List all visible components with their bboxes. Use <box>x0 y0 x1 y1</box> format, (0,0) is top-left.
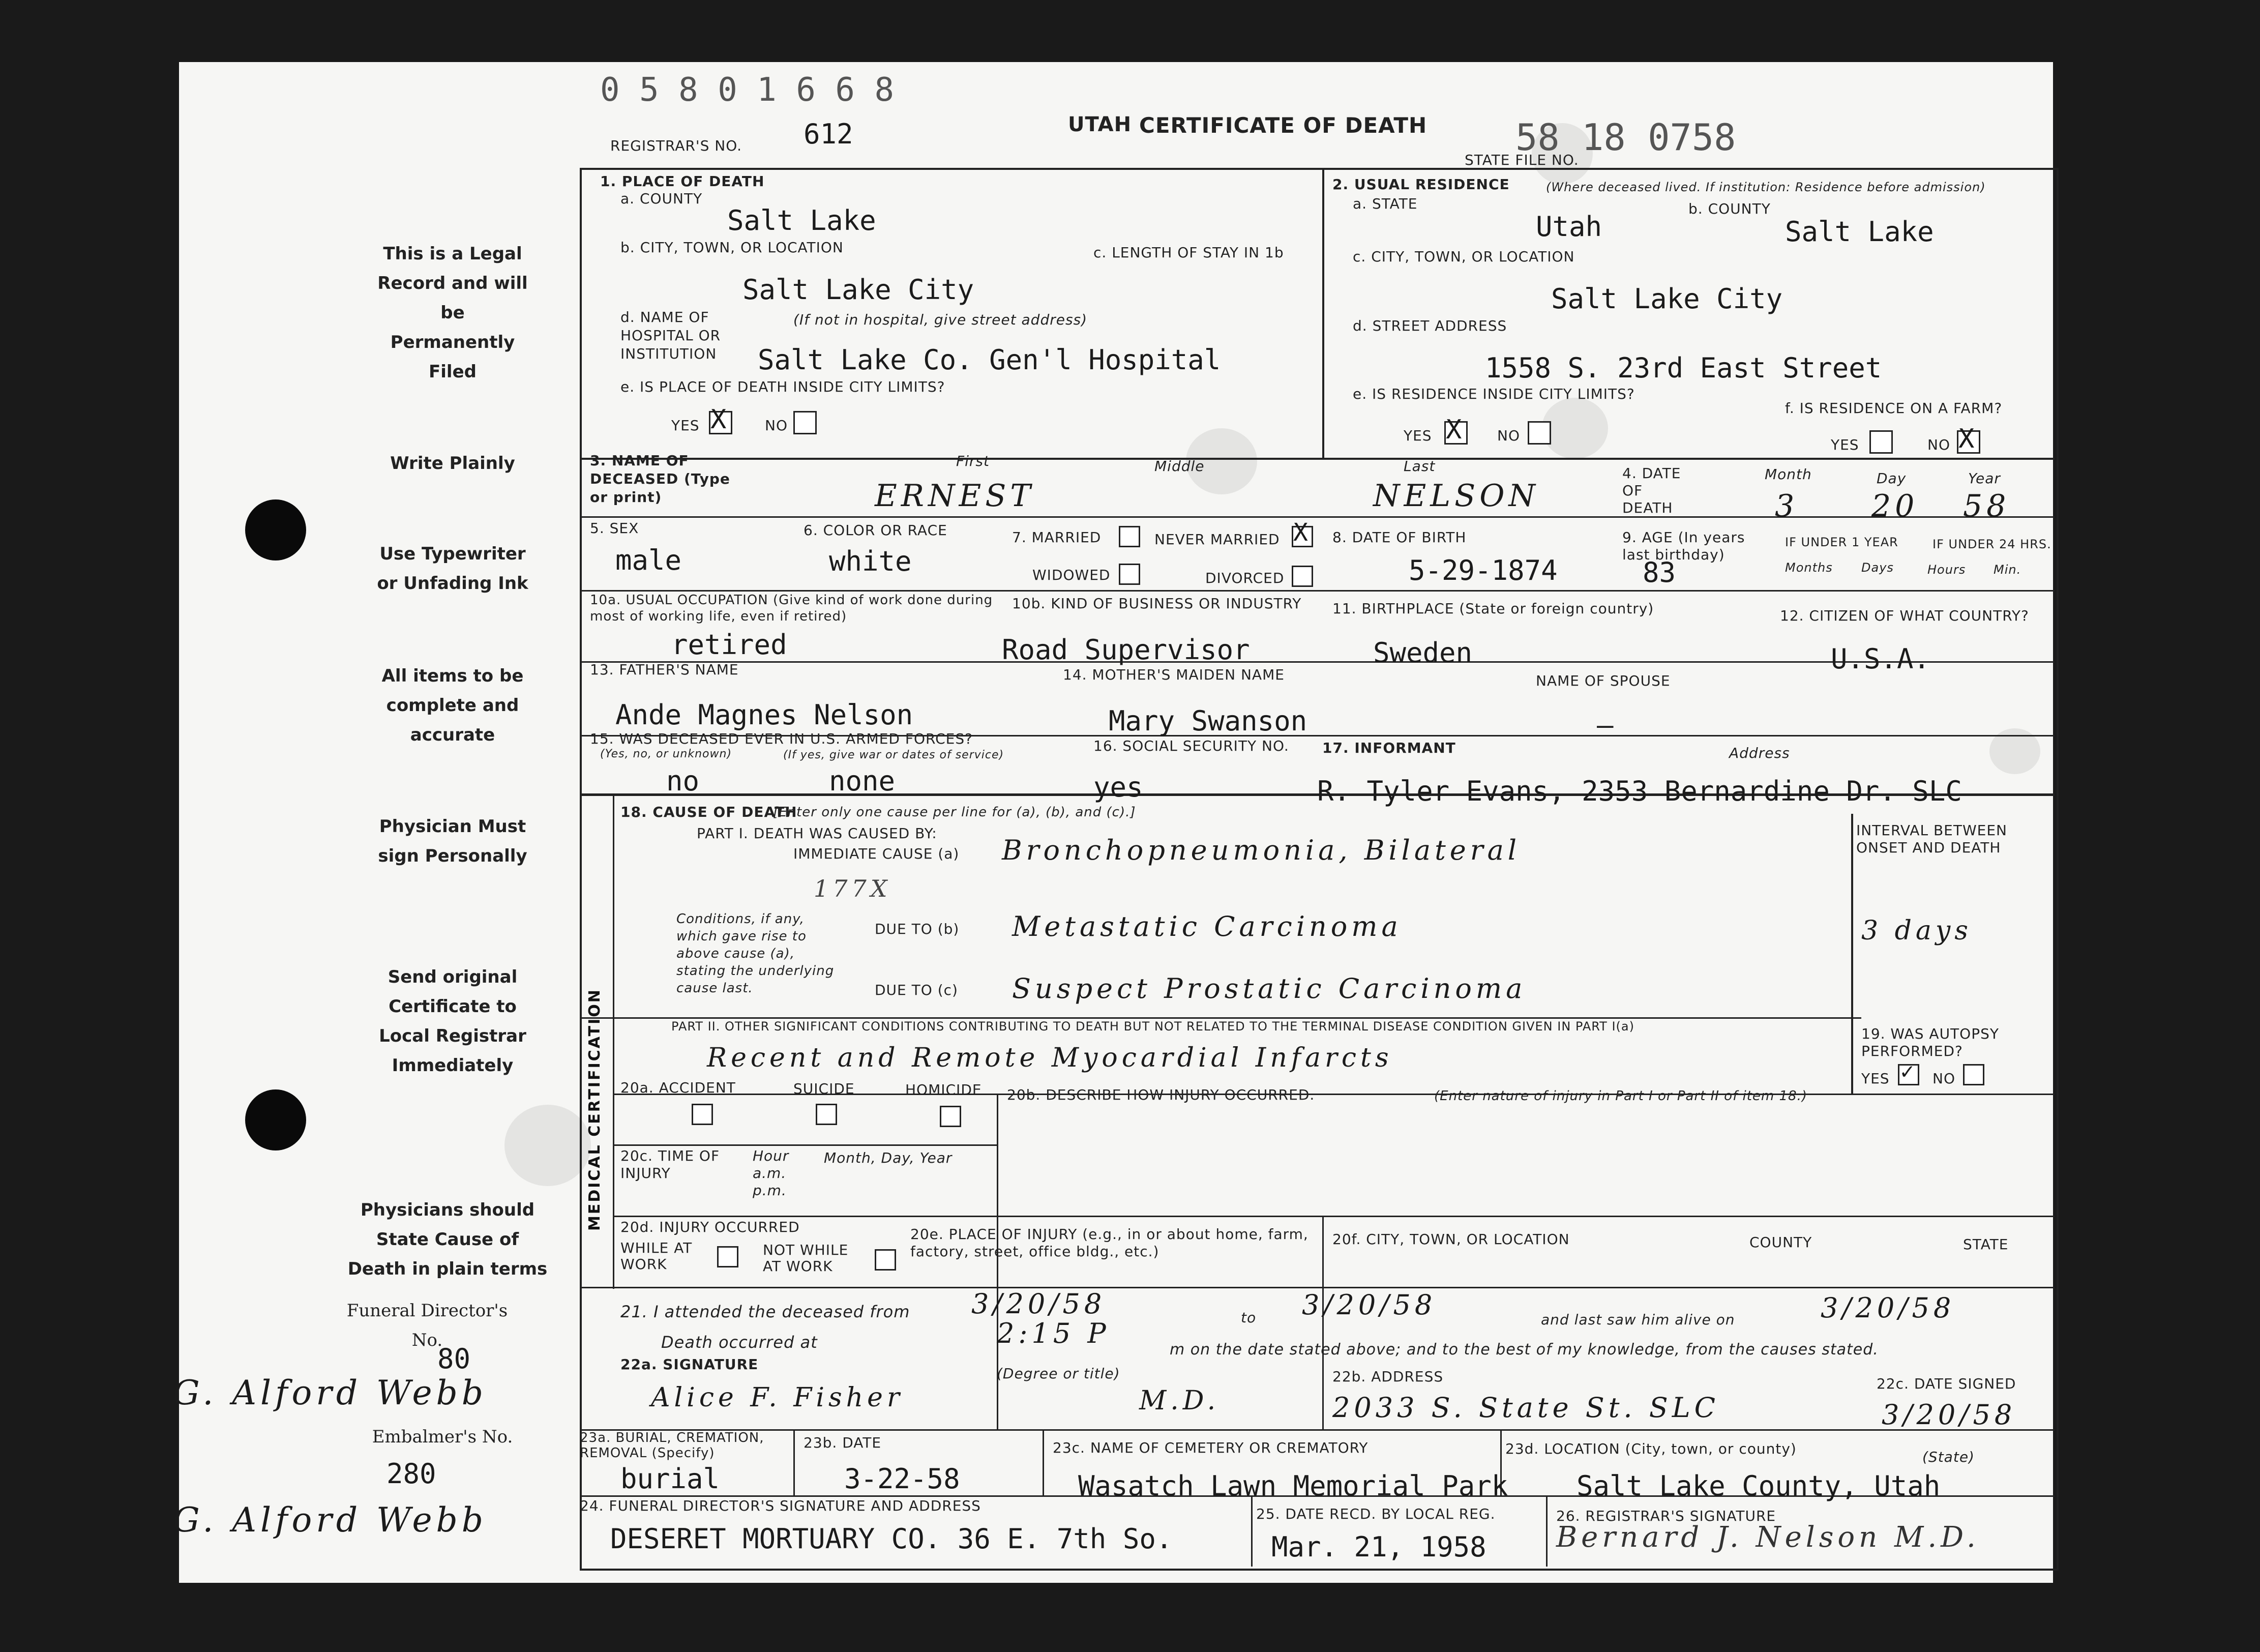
not-at-work-checkbox[interactable] <box>875 1249 896 1271</box>
pod-inside-limits-label: e. IS PLACE OF DEATH INSIDE CITY LIMITS? <box>620 378 945 395</box>
note-typewriter: Use Typewriter or Unfading Ink <box>377 544 528 594</box>
forces: no <box>666 765 700 797</box>
death-month: 3 <box>1775 488 1799 524</box>
note-legal-record: This is a Legal Record and will be Permanently Filed <box>377 244 528 382</box>
res-county: Salt Lake <box>1785 216 1934 248</box>
residence-hint: (Where deceased lived. If institution: Residence before admission) <box>1546 180 1986 194</box>
autopsy-no-checkbox[interactable] <box>1963 1064 1984 1085</box>
res-state-label: a. STATE <box>1353 195 1418 212</box>
pod-county-label: a. COUNTY <box>620 190 703 207</box>
res-inside-no-checkbox[interactable] <box>1528 421 1551 445</box>
pod-hospital: Salt Lake Co. Gen'l Hospital <box>758 344 1221 376</box>
death-year: 58 <box>1963 488 2010 524</box>
while-at-work-checkbox[interactable] <box>717 1246 738 1267</box>
occupation: retired <box>671 629 787 661</box>
note-send-original: Send original Certificate to Local Registrar Immediately <box>379 967 526 1076</box>
res-inside-label: e. IS RESIDENCE INSIDE CITY LIMITS? <box>1353 386 1635 402</box>
war: none <box>829 765 896 797</box>
last-saw-alive: 3/20/58 <box>1821 1292 1955 1324</box>
mother-name: Mary Swanson <box>1109 705 1307 737</box>
autopsy-yes-checkbox[interactable]: ✓ <box>1898 1064 1919 1085</box>
birthplace: Sweden <box>1373 637 1473 669</box>
dob: 5-29-1874 <box>1409 554 1558 586</box>
medical-certification-label: MEDICAL CERTIFICATION <box>586 988 604 1231</box>
ssn: yes <box>1093 771 1143 803</box>
pod-hospital-hint: (If not in hospital, give street address) <box>793 311 1088 328</box>
res-street: 1558 S. 23rd East Street <box>1485 352 1882 384</box>
business-label: 10b. KIND OF BUSINESS OR INDUSTRY <box>1012 595 1302 612</box>
race-label: 6. COLOR OR RACE <box>804 522 947 539</box>
accident-checkbox[interactable] <box>692 1104 713 1125</box>
age: 83 <box>1643 556 1676 588</box>
spouse-label: NAME OF SPOUSE <box>1536 672 1671 689</box>
pod-inside-yes-checkbox[interactable]: X <box>709 411 732 434</box>
registrar-no: 612 <box>804 118 853 150</box>
physician-address: 2033 S. State St. SLC <box>1332 1392 1719 1424</box>
widowed-checkbox[interactable] <box>1119 564 1140 585</box>
cemetery: Wasatch Lawn Memorial Park <box>1078 1470 1508 1502</box>
name-label: 3. NAME OF DECEASED (Type or print) <box>590 452 730 506</box>
informant-label: 17. INFORMANT <box>1322 740 1456 756</box>
date-signed: 3/20/58 <box>1882 1399 2016 1431</box>
interval: 3 days <box>1861 916 1972 946</box>
occupation-label: 10a. USUAL OCCUPATION (Give kind of work done during most of working life, even if retired) <box>590 593 993 624</box>
cause-code: 177X <box>814 875 891 902</box>
embalmer-label: Embalmer's No. <box>372 1427 513 1447</box>
citizen-label: 12. CITIZEN OF WHAT COUNTRY? <box>1780 607 2029 624</box>
father-name: Ande Magnes Nelson <box>615 699 913 731</box>
ssn-label: 16. SOCIAL SECURITY NO. <box>1093 738 1289 754</box>
res-farm-label: f. IS RESIDENCE ON A FARM? <box>1785 400 2003 417</box>
informant: R. Tyler Evans, 2353 Bernardine Dr. SLC <box>1317 775 1962 807</box>
homicide-checkbox[interactable] <box>940 1106 961 1127</box>
dob-label: 8. DATE OF BIRTH <box>1332 529 1467 546</box>
pod-stay-label: c. LENGTH OF STAY IN 1b <box>1093 244 1284 261</box>
divorced-checkbox[interactable] <box>1292 566 1313 587</box>
res-farm-yes-checkbox[interactable] <box>1869 430 1893 454</box>
immediate-cause: Bronchopneumonia, Bilateral <box>1002 834 1521 866</box>
physician-degree: M.D. <box>1139 1385 1220 1416</box>
burial-type: burial <box>620 1463 720 1495</box>
father-label: 13. FATHER'S NAME <box>590 661 739 678</box>
due-to-c: Suspect Prostatic Carcinoma <box>1012 972 1527 1005</box>
pod-hospital-label: d. NAME OF HOSPITAL OR INSTITUTION <box>620 309 721 362</box>
note-state-cause: Physicians should State Cause of Death in plain terms <box>347 1200 548 1279</box>
funeral-director-signature: G. Alford Webb <box>173 1373 488 1412</box>
death-date-label: 4. DATE OF DEATH <box>1622 465 1681 516</box>
state-file-no-label: STATE FILE NO. <box>1465 152 1579 168</box>
attended-from: 3/20/58 <box>971 1288 1106 1320</box>
stamp-number: 0 5 8 0 1 6 6 8 <box>600 71 894 109</box>
race: white <box>829 545 912 577</box>
citizen: U.S.A. <box>1831 643 1930 675</box>
res-city-label: c. CITY, TOWN, OR LOCATION <box>1353 248 1575 265</box>
deceased-first-name: ERNEST <box>875 478 1035 514</box>
place-of-death-label: 1. PLACE OF DEATH <box>600 173 765 190</box>
business: Road Supervisor <box>1002 634 1250 666</box>
mother-label: 14. MOTHER'S MAIDEN NAME <box>1063 666 1285 683</box>
funeral-director-label: Funeral Director's No. <box>346 1301 508 1350</box>
pod-county: Salt Lake <box>727 204 876 237</box>
res-state: Utah <box>1536 211 1602 243</box>
state-file-no: 58 18 0758 <box>1515 116 1736 159</box>
death-time: 2:15 P <box>997 1317 1110 1349</box>
res-inside-yes-checkbox[interactable]: X <box>1444 421 1468 445</box>
pod-city-label: b. CITY, TOWN, OR LOCATION <box>620 239 844 256</box>
note-write-plainly: Write Plainly <box>390 453 515 474</box>
funeral-director-no: 80 <box>437 1343 471 1375</box>
res-street-label: d. STREET ADDRESS <box>1353 317 1507 334</box>
registrar-no-label: REGISTRAR'S NO. <box>610 137 742 154</box>
pod-city: Salt Lake City <box>742 274 974 306</box>
never-married-checkbox[interactable]: X <box>1292 526 1313 547</box>
sex: male <box>615 544 682 576</box>
res-farm-no-checkbox[interactable]: X <box>1957 430 1980 454</box>
note-complete: All items to be complete and accurate <box>381 666 524 745</box>
res-county-label: b. COUNTY <box>1688 200 1771 217</box>
due-to-b: Metastatic Carcinoma <box>1012 910 1402 942</box>
title-prefix: UTAH <box>1068 113 1132 136</box>
burial-location: Salt Lake County, Utah <box>1577 1470 1941 1502</box>
residence-label: 2. USUAL RESIDENCE <box>1332 176 1510 193</box>
certificate-title: CERTIFICATE OF DEATH <box>1139 113 1428 138</box>
punch-hole-bottom <box>245 1089 306 1150</box>
embalmer-signature: G. Alford Webb <box>173 1500 488 1540</box>
death-day: 20 <box>1871 488 1919 524</box>
date-received: Mar. 21, 1958 <box>1271 1531 1486 1563</box>
embalmer-no: 280 <box>386 1458 436 1490</box>
suicide-checkbox[interactable] <box>816 1104 837 1125</box>
pod-inside-no-checkbox[interactable] <box>793 411 817 434</box>
res-city: Salt Lake City <box>1551 283 1783 315</box>
punch-hole-top <box>245 499 306 560</box>
funeral-director: DESERET MORTUARY CO. 36 E. 7th So. <box>610 1523 1173 1555</box>
age-label: 9. AGE (In years last birthday) <box>1622 529 1745 563</box>
attended-to: 3/20/58 <box>1302 1289 1437 1321</box>
deceased-last-name: NELSON <box>1373 478 1539 514</box>
spouse: — <box>1597 709 1614 741</box>
married-checkbox[interactable] <box>1119 526 1140 547</box>
part-two-conditions: Recent and Remote Myocardial Infarcts <box>707 1043 1393 1073</box>
forces-label: 15. WAS DECEASED EVER IN U.S. ARMED FORCES? <box>590 730 973 747</box>
physician-signature: Alice F. Fisher <box>651 1382 904 1413</box>
registrar-signature: Bernard J. Nelson M.D. <box>1556 1521 1980 1554</box>
sex-label: 5. SEX <box>590 520 639 537</box>
signature-label: 22a. SIGNATURE <box>620 1356 759 1373</box>
note-physician-sign: Physician Must sign Personally <box>378 816 527 866</box>
burial-date: 3-22-58 <box>844 1463 960 1495</box>
birthplace-label: 11. BIRTHPLACE (State or foreign country) <box>1332 600 1654 617</box>
cause-label: 18. CAUSE OF DEATH <box>620 804 797 820</box>
